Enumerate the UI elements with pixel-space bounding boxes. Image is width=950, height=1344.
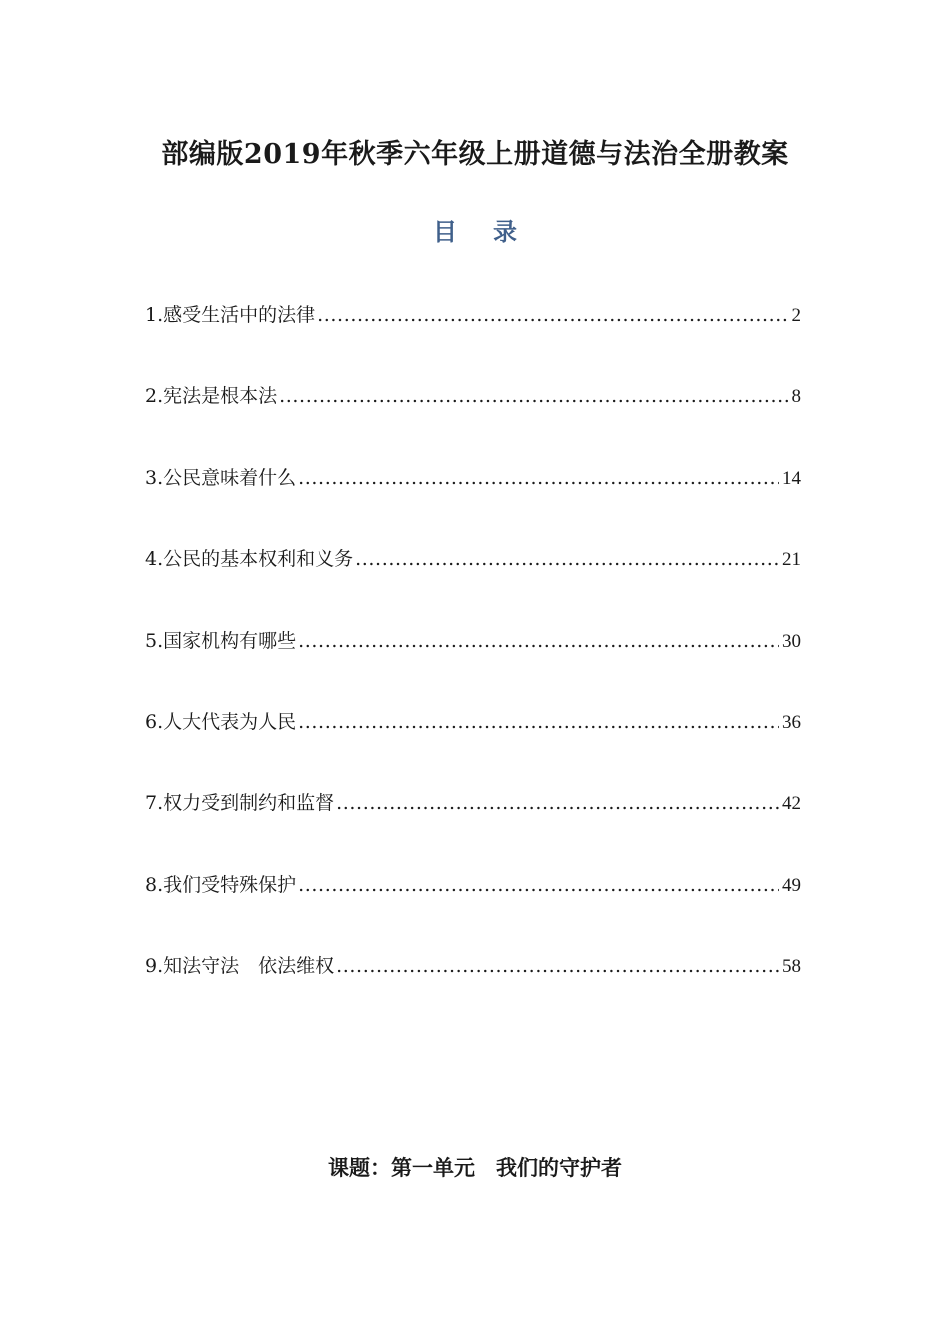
toc-entry-label: 9.知法守法 依法维权 <box>145 955 335 978</box>
toc-leader-dots <box>336 792 779 814</box>
toc-entry[interactable] <box>145 300 801 381</box>
toc-entry-label: 4.公民的基本权利和义务 <box>145 548 354 571</box>
toc-entry[interactable] <box>145 626 801 707</box>
toc-entry[interactable] <box>145 544 801 625</box>
toc-leader-dots <box>317 304 788 326</box>
toc-leader-dots <box>355 548 779 570</box>
document-title: 部编版2019年秋季六年级上册道德与法治全册教案 <box>161 139 789 170</box>
toc-entry-label: 1.感受生活中的法律 <box>145 304 316 326</box>
toc-entry-label: 5.国家机构有哪些 <box>145 629 297 652</box>
toc-entry-page: 42 <box>782 793 801 815</box>
toc-entry[interactable] <box>145 463 801 544</box>
toc-entry-label: 2.宪法是根本法 <box>145 385 278 408</box>
toc-leader-dots <box>279 385 788 407</box>
toc-leader-dots <box>298 874 779 896</box>
table-of-contents <box>145 300 801 1033</box>
toc-entry-page: 30 <box>782 630 801 652</box>
toc-entry[interactable] <box>145 381 801 462</box>
toc-heading: 目录 <box>433 217 553 246</box>
toc-entry-page: 14 <box>782 467 801 489</box>
toc-entry-label: 6.人大代表为人民 <box>145 710 297 733</box>
toc-entry-page: 49 <box>782 874 801 896</box>
toc-leader-dots <box>298 630 779 652</box>
toc-leader-dots <box>298 467 779 489</box>
toc-entry-label: 8.我们受特殊保护 <box>145 873 297 896</box>
toc-entry-label: 7.权力受到制约和监督 <box>145 792 335 815</box>
toc-entry[interactable] <box>145 788 801 869</box>
toc-entry-page: 8 <box>791 386 801 408</box>
toc-entry[interactable] <box>145 707 801 788</box>
toc-entry-page: 2 <box>791 305 801 326</box>
lesson-title: 课题：第一单元 我们的守护者 <box>328 1155 622 1180</box>
toc-leader-dots <box>336 955 779 977</box>
toc-entry[interactable] <box>145 951 801 1032</box>
toc-entry-label: 3.公民意味着什么 <box>145 466 297 489</box>
toc-entry-page: 21 <box>782 549 801 571</box>
toc-leader-dots <box>298 711 779 733</box>
toc-entry[interactable] <box>145 870 801 951</box>
toc-entry-page: 36 <box>782 711 801 733</box>
toc-entry-page: 58 <box>782 956 801 978</box>
